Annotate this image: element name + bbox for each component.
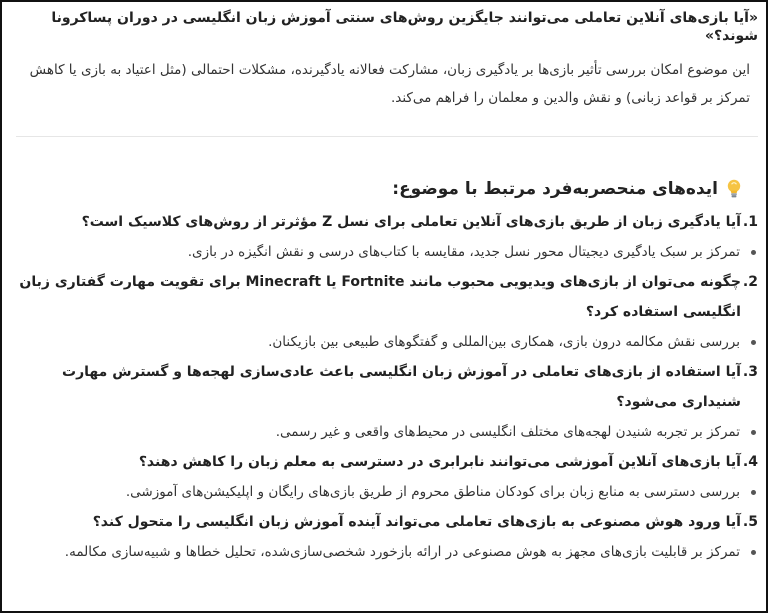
idea-description bbox=[16, 417, 758, 447]
idea-question bbox=[16, 447, 758, 477]
idea-question-text: آیا ورود هوش مصنوعی به بازی‌های تعاملی می‌تواند آینده آموزش زبان انگلیسی را متحول کند؟ bbox=[92, 514, 741, 530]
intro-body: این موضوع امکان بررسی تأثیر بازی‌ها بر یادگیری زبان، مشارکت فعالانه یادگیرنده، مشکلات احتمالی (مثل اعتیاد به بازی یا کاهش تمرکز بر قواعد زبانی) و نقش والدین و معلمان را فراهم می‌کند. bbox=[29, 62, 750, 106]
idea-description bbox=[16, 537, 758, 567]
idea-description-text: بررسی نقش مکالمه درون بازی، همکاری بین‌المللی و گفتگوهای طبیعی بین بازیکنان. bbox=[268, 334, 740, 350]
section-divider bbox=[16, 136, 758, 137]
idea-description bbox=[16, 477, 758, 507]
idea-description-text: تمرکز بر سبک یادگیری دیجیتال محور نسل جدید، مقایسه با کتاب‌های درسی و نقش انگیزه در بازی. bbox=[187, 244, 740, 260]
bullet-icon bbox=[744, 537, 758, 567]
list-item bbox=[16, 207, 758, 267]
section-heading bbox=[16, 177, 742, 201]
idea-question-text: آیا استفاده از بازی‌های تعاملی در آموزش زبان انگلیسی باعث عادی‌سازی لهجه‌ها و گسترش مهارت شنیداری می‌شود؟ bbox=[62, 364, 741, 410]
ideas-list bbox=[16, 207, 758, 567]
idea-question bbox=[16, 207, 758, 237]
list-item bbox=[16, 507, 758, 567]
idea-description-text: تمرکز بر تجربه شنیدن لهجه‌های مختلف انگلیسی در محیط‌های واقعی و غیر رسمی. bbox=[275, 424, 740, 440]
list-item bbox=[16, 267, 758, 357]
idea-number: 4. bbox=[742, 454, 758, 470]
idea-description bbox=[16, 327, 758, 357]
idea-description-text: بررسی دسترسی به منابع زبان برای کودکان مناطق محروم از طریق بازی‌های رایگان و اپلیکیشن‌های آموزشی. bbox=[125, 484, 740, 500]
lightbulb-icon bbox=[726, 179, 742, 199]
idea-number: 3. bbox=[742, 364, 758, 380]
idea-question-text: آیا یادگیری زبان از طریق بازی‌های آنلاین تعاملی برای نسل Z مؤثرتر از روش‌های کلاسیک است؟ bbox=[81, 214, 741, 230]
intro-title: «آیا بازی‌های آنلاین تعاملی می‌توانند جایگزین روش‌های سنتی آموزش زبان انگلیسی در دوران پساکرونا شوند؟» bbox=[51, 10, 758, 44]
idea-number: 2. bbox=[742, 274, 758, 290]
idea-number: 5. bbox=[742, 514, 758, 530]
section-heading-text: ایده‌های منحصربه‌فرد مرتبط با موضوع: bbox=[392, 179, 718, 199]
bullet-icon bbox=[744, 327, 758, 357]
idea-question-text: آیا بازی‌های آنلاین آموزشی می‌توانند نابرابری در دسترسی به معلم زبان را کاهش دهند؟ bbox=[138, 454, 741, 470]
list-item bbox=[16, 357, 758, 447]
idea-number: 1. bbox=[742, 214, 758, 230]
list-item bbox=[16, 447, 758, 507]
bullet-icon bbox=[744, 417, 758, 447]
idea-question bbox=[16, 267, 758, 327]
idea-description-text: تمرکز بر قابلیت بازی‌های مجهز به هوش مصنوعی در ارائه بازخورد شخصی‌سازی‌شده، تحلیل خطاها و شبیه‌سازی مکالمه. bbox=[64, 544, 740, 560]
idea-description bbox=[16, 237, 758, 267]
bullet-icon bbox=[744, 477, 758, 507]
document-content bbox=[16, 4, 758, 611]
idea-question-text: چگونه می‌توان از بازی‌های ویدیویی محبوب مانند Fortnite یا Minecraft برای تقویت مهارت گفتاری زبان انگلیسی استفاده کرد؟ bbox=[19, 274, 741, 320]
bullet-icon bbox=[744, 237, 758, 267]
idea-question bbox=[16, 507, 758, 537]
idea-question bbox=[16, 357, 758, 417]
